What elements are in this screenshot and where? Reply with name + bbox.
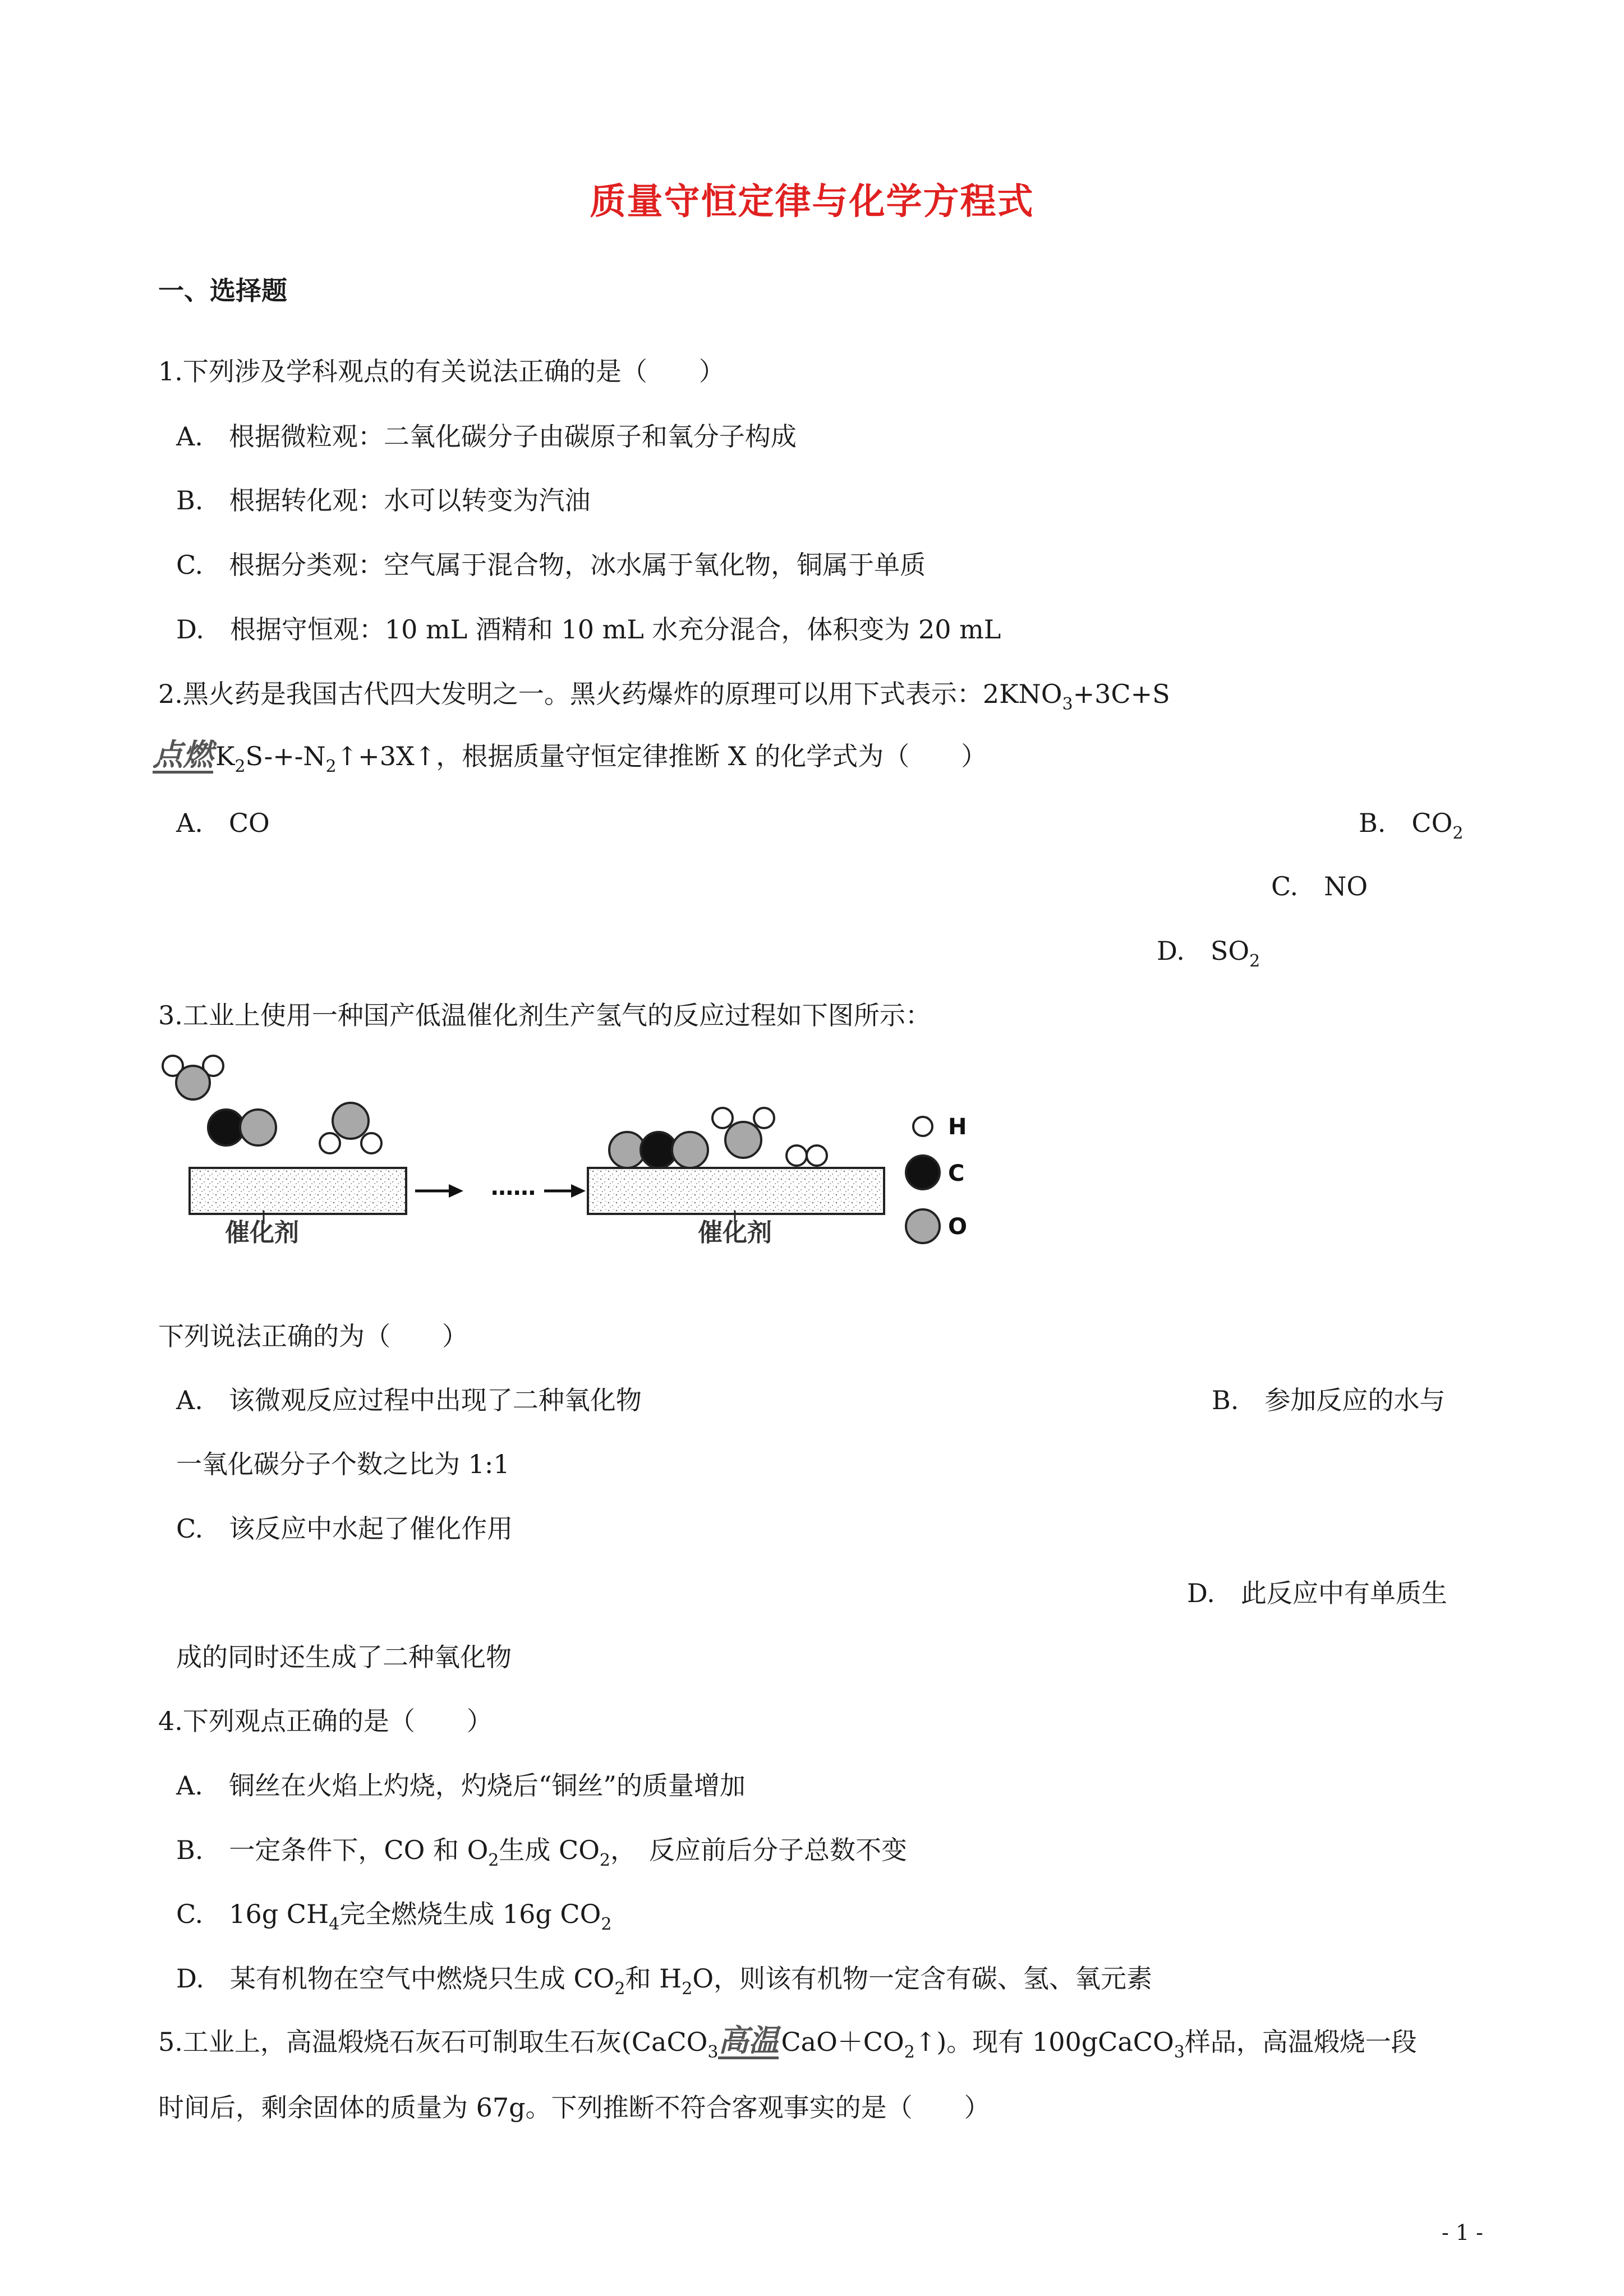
legend-label-c: C: [948, 1161, 965, 1186]
q2-option-b: B. $CO_2$: [1359, 808, 1464, 843]
catalyst-plate-left: [190, 1168, 406, 1214]
q4-option-c: C. 16g $CH_4$完全燃烧生成 16g $CO_2$: [176, 1899, 612, 1934]
q3-stem: 3.工业上使用一种国产低温催化剂生产氢气的反应过程如下图所示：: [158, 1000, 931, 1030]
q3-option-d-continued: 成的同时还生成了二种氧化物: [176, 1642, 512, 1672]
q3-option-a: A. 该微观反应过程中出现了二种氧化物: [176, 1385, 642, 1415]
page-number: - 1 -: [1442, 2220, 1484, 2245]
q1-stem: 1.下列涉及学科观点的有关说法正确的是（ ）: [158, 356, 725, 386]
q3-question: 下列说法正确的为（ ）: [158, 1321, 468, 1351]
q4-option-a: A. 铜丝在火焰上灼烧，灼烧后“铜丝”的质量增加: [176, 1770, 746, 1801]
page-title: 质量守恒定律与化学方程式: [590, 181, 1034, 223]
legend-carbon-atom: [906, 1156, 940, 1189]
legend-hydrogen-atom: [913, 1117, 932, 1136]
process-dots: ……: [491, 1175, 536, 1200]
q1-option-a: A. 根据微粒观：二氧化碳分子由碳原子和氧分子构成: [176, 421, 797, 452]
q1-option-c: C. 根据分类观：空气属于混合物，冰水属于氧化物，铜属于单质: [176, 550, 926, 580]
catalyst-label-right: 催化剂: [698, 1218, 772, 1247]
q2-option-d: D. $SO_2$: [1157, 936, 1260, 971]
reaction-condition-high-temp: 高温: [718, 2023, 779, 2058]
q1-option-b: B. 根据转化观：水可以转变为汽油: [176, 485, 591, 516]
q3-option-b: B. 参加反应的水与: [1212, 1385, 1446, 1415]
legend-label-o: O: [948, 1214, 968, 1240]
q3-option-c: C. 该反应中水起了催化作用: [176, 1513, 513, 1544]
q5-stem-line2: 时间后，剩余固体的质量为 67g。下列推断不符合客观事实的是（ ）: [158, 2092, 990, 2123]
q4-option-d: D. 某有机物在空气中燃烧只生成 $CO_2$和 $H_2O$，则该有机物一定含有碳、氢、氧元素: [176, 1963, 1153, 1999]
reaction-condition-ignite: 点燃: [153, 737, 213, 772]
q2-option-a: A. CO: [176, 808, 270, 838]
section-heading: 一、选择题: [158, 275, 287, 306]
q4-option-b: B. 一定条件下，CO 和 $O_2$生成 $CO_2$， 反应前后分子总数不变: [176, 1835, 908, 1870]
q3-option-b-continued: 一氧化碳分子个数之比为 1:1: [176, 1449, 510, 1479]
q2-stem-line2: 点燃$K_2S-+-N_2↑+3X↑$，根据质量守恒定律推断 X 的化学式为（ ）: [153, 737, 987, 776]
q2-option-c: C. NO: [1271, 871, 1368, 901]
q2-stem-line1: 2.黑火药是我国古代四大发明之一。黑火药爆炸的原理可以用下式表示：$2KNO_3+3C+S$: [158, 679, 1170, 714]
catalyst-plate-right: [588, 1168, 884, 1214]
catalyst-label-left: 催化剂: [225, 1218, 299, 1247]
legend-oxygen-atom: [906, 1209, 940, 1243]
q4-stem: 4.下列观点正确的是（ ）: [158, 1706, 493, 1736]
q3-option-d: D. 此反应中有单质生: [1187, 1578, 1447, 1608]
legend-label-h: H: [948, 1114, 967, 1140]
reaction-diagram: [151, 1043, 1010, 1268]
q1-option-d: D. 根据守恒观：10 mL 酒精和 10 mL 水充分混合，体积变为 20 mL: [176, 614, 1001, 645]
q5-stem-line1: 5.工业上，高温煅烧石灰石可制取生石灰(CaCO$_3$高温$CaO+CO_2↑$)。现有 100gCaCO$_3$样品，高温煅烧一段: [158, 2023, 1417, 2062]
